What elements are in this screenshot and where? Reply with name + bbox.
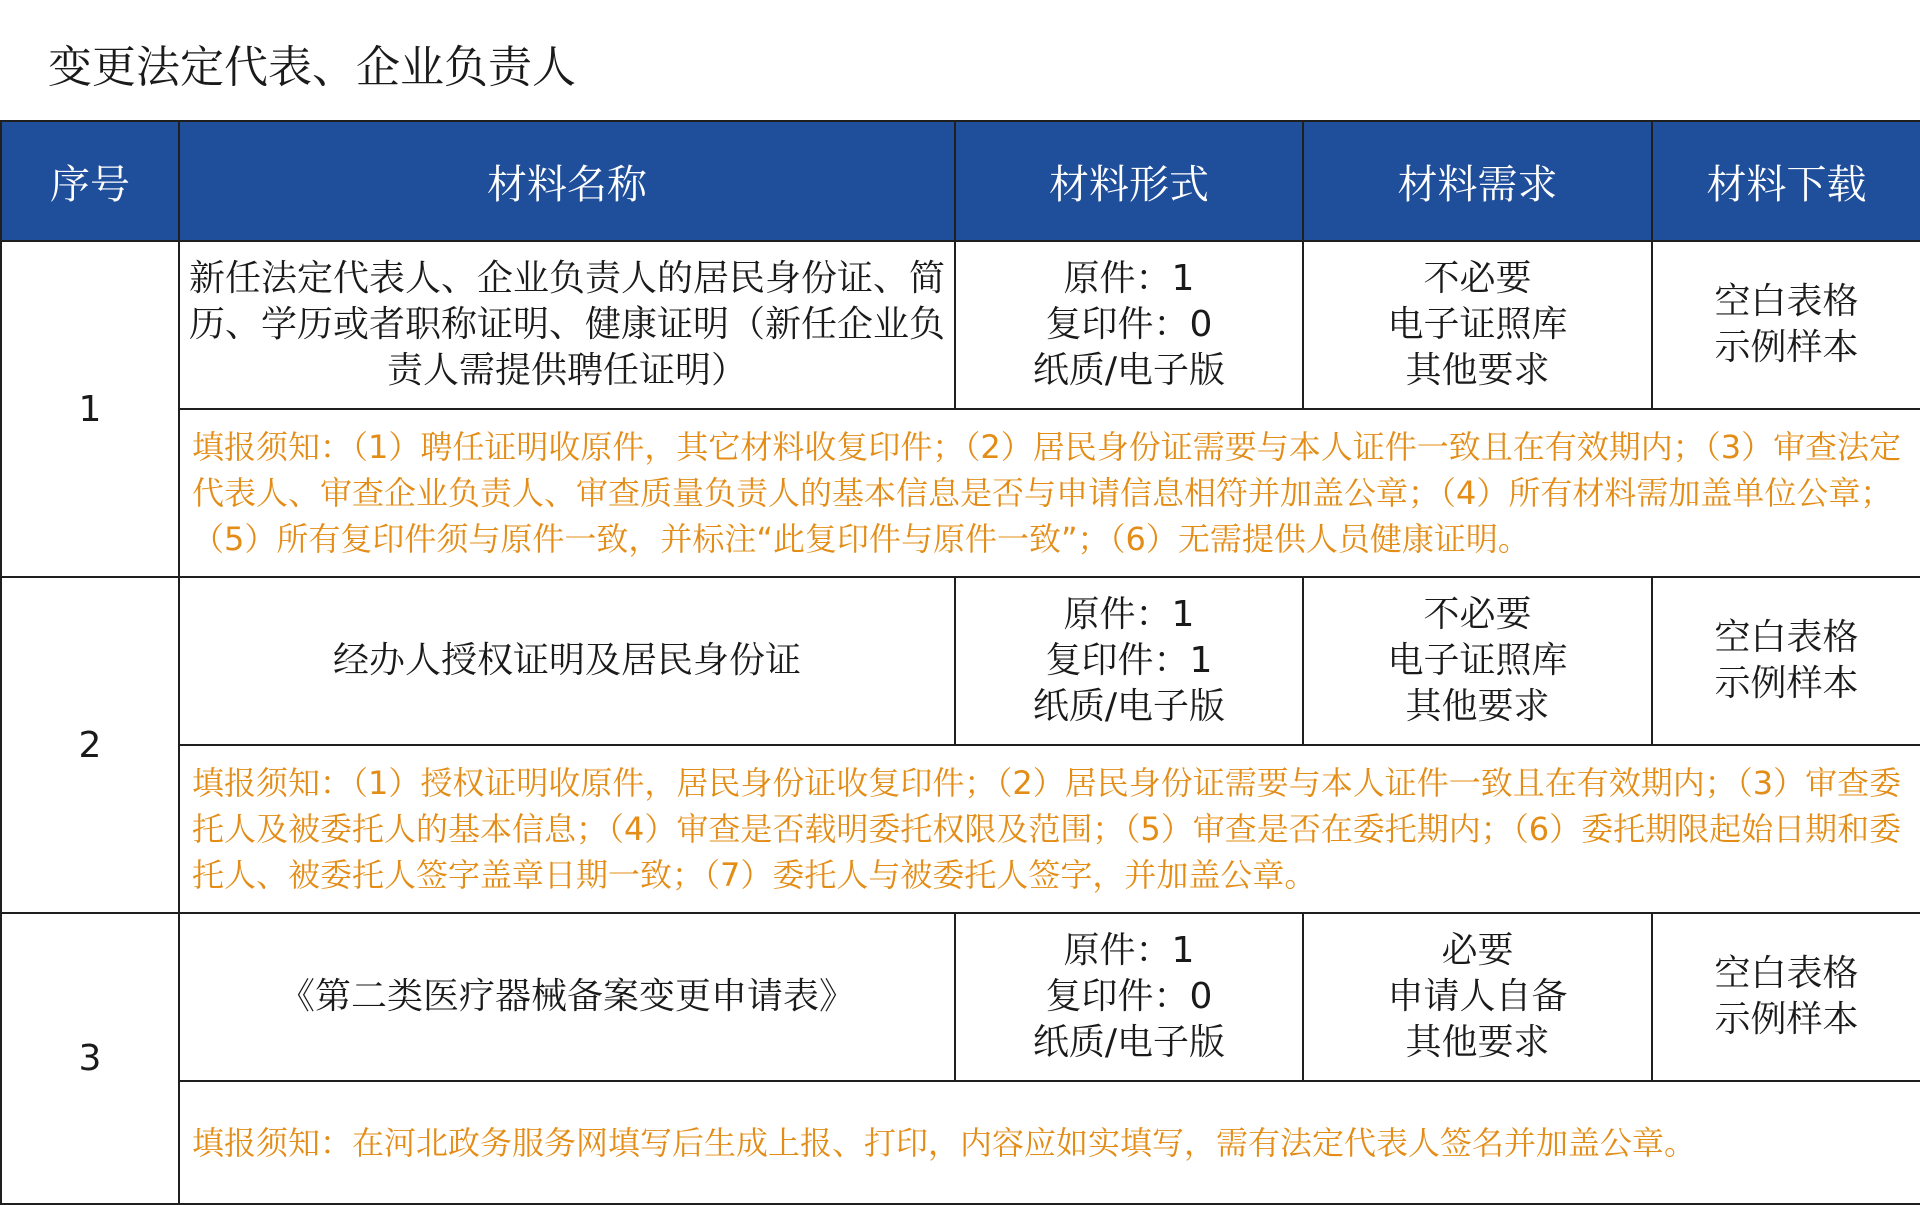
material-form: 原件：1 复印件：0 纸质/电子版 (955, 913, 1303, 1081)
blank-form-link[interactable]: 空白表格 (1714, 953, 1859, 994)
sample-link[interactable]: 示例样本 (1714, 327, 1859, 368)
fill-notice: 填报须知：（1）授权证明收原件，居民身份证收复印件；（2）居民身份证需要与本人证件一致且在有效期内；（3）审查委托人及被委托人的基本信息；（4）审查是否载明委托权限及范围；（5）审查是否在委托期内；（6）委托期限起始日期和委托人、被委托人签字盖章日期一致；（7）委托人与被委托人签字，并加盖公章。 (179, 745, 1920, 913)
table-header-row (1, 121, 1920, 241)
material-requirement: 不必要 电子证照库 其他要求 (1303, 577, 1652, 745)
notice-row (1, 1081, 1920, 1204)
fill-notice: 填报须知：在河北政务服务网填写后生成上报、打印，内容应如实填写，需有法定代表人签名并加盖公章。 (179, 1081, 1920, 1204)
material-form: 原件：1 复印件：1 纸质/电子版 (955, 577, 1303, 745)
row-index: 1 (1, 241, 179, 577)
header-material-name: 材料名称 (179, 121, 955, 241)
blank-form-link[interactable]: 空白表格 (1714, 617, 1859, 658)
material-name: 《第二类医疗器械备案变更申请表》 (179, 913, 955, 1081)
materials-table (0, 120, 1920, 1205)
fill-notice: 填报须知：（1）聘任证明收原件，其它材料收复印件；（2）居民身份证需要与本人证件一致且在有效期内；（3）审查法定代表人、审查企业负责人、审查质量负责人的基本信息是否与申请信息相符并加盖公章；（4）所有材料需加盖单位公章；（5）所有复印件须与原件一致，并标注“此复印件与原件一致”；（6）无需提供人员健康证明。 (179, 409, 1920, 577)
header-index: 序号 (1, 121, 179, 241)
header-material-form: 材料形式 (955, 121, 1303, 241)
sample-link[interactable]: 示例样本 (1714, 663, 1859, 704)
material-form: 原件：1 复印件：0 纸质/电子版 (955, 241, 1303, 409)
material-download (1652, 241, 1920, 409)
header-material-download: 材料下载 (1652, 121, 1920, 241)
row-index: 3 (1, 913, 179, 1204)
material-download (1652, 577, 1920, 745)
table-row (1, 577, 1920, 745)
notice-row (1, 745, 1920, 913)
material-download (1652, 913, 1920, 1081)
material-name: 新任法定代表人、企业负责人的居民身份证、简历、学历或者职称证明、健康证明（新任企业负责人需提供聘任证明） (179, 241, 955, 409)
notice-row (1, 409, 1920, 577)
blank-form-link[interactable]: 空白表格 (1714, 281, 1859, 322)
row-index: 2 (1, 577, 179, 913)
table-row (1, 913, 1920, 1081)
sample-link[interactable]: 示例样本 (1714, 999, 1859, 1040)
table-row (1, 241, 1920, 409)
header-material-requirement: 材料需求 (1303, 121, 1652, 241)
material-requirement: 不必要 电子证照库 其他要求 (1303, 241, 1652, 409)
material-requirement: 必要 申请人自备 其他要求 (1303, 913, 1652, 1081)
material-name: 经办人授权证明及居民身份证 (179, 577, 955, 745)
page-title: 变更法定代表、企业负责人 (48, 42, 576, 93)
